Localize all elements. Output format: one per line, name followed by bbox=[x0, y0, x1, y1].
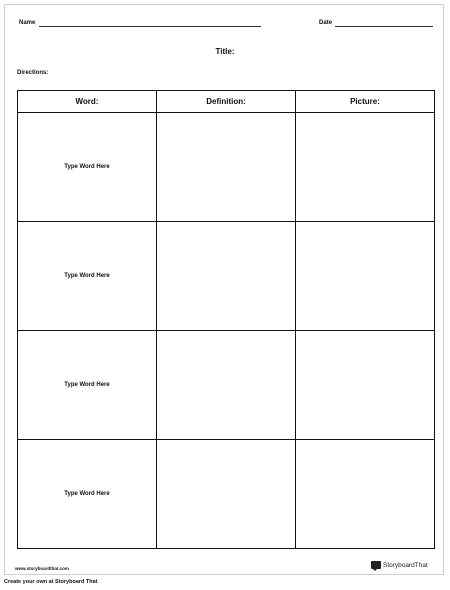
column-header-word: Word: bbox=[18, 91, 157, 113]
definition-cell[interactable] bbox=[157, 113, 296, 222]
word-cell[interactable]: Type Word Here bbox=[18, 331, 157, 440]
name-field[interactable] bbox=[39, 26, 261, 27]
word-cell[interactable]: Type Word Here bbox=[18, 440, 157, 549]
worksheet bbox=[4, 4, 444, 575]
vocabulary-table bbox=[17, 90, 435, 549]
date-label: Date bbox=[319, 20, 333, 26]
worksheet-title[interactable]: Title: bbox=[215, 47, 235, 56]
storyboard-logo-icon bbox=[371, 561, 381, 569]
table-row bbox=[18, 113, 435, 222]
picture-cell[interactable] bbox=[296, 440, 435, 549]
directions-label[interactable]: Directions: bbox=[17, 70, 49, 76]
word-cell[interactable]: Type Word Here bbox=[18, 222, 157, 331]
definition-cell[interactable] bbox=[157, 222, 296, 331]
picture-cell[interactable] bbox=[296, 222, 435, 331]
storyboardthat-logo[interactable] bbox=[371, 561, 428, 569]
column-header-definition: Definition: bbox=[157, 91, 296, 113]
picture-cell[interactable] bbox=[296, 331, 435, 440]
definition-cell[interactable] bbox=[157, 331, 296, 440]
word-cell[interactable]: Type Word Here bbox=[18, 113, 157, 222]
date-field[interactable] bbox=[335, 26, 433, 27]
table-row bbox=[18, 222, 435, 331]
name-label: Name bbox=[19, 20, 36, 26]
table-row bbox=[18, 331, 435, 440]
create-your-own-link[interactable]: Create your own at Storyboard That bbox=[4, 579, 98, 585]
brand-name: StoryboardThat bbox=[383, 561, 428, 569]
table-header-row bbox=[18, 91, 435, 113]
column-header-picture: Picture: bbox=[296, 91, 435, 113]
table-row bbox=[18, 440, 435, 549]
footer-url[interactable]: www.storyboardthat.com bbox=[15, 566, 69, 571]
definition-cell[interactable] bbox=[157, 440, 296, 549]
picture-cell[interactable] bbox=[296, 113, 435, 222]
